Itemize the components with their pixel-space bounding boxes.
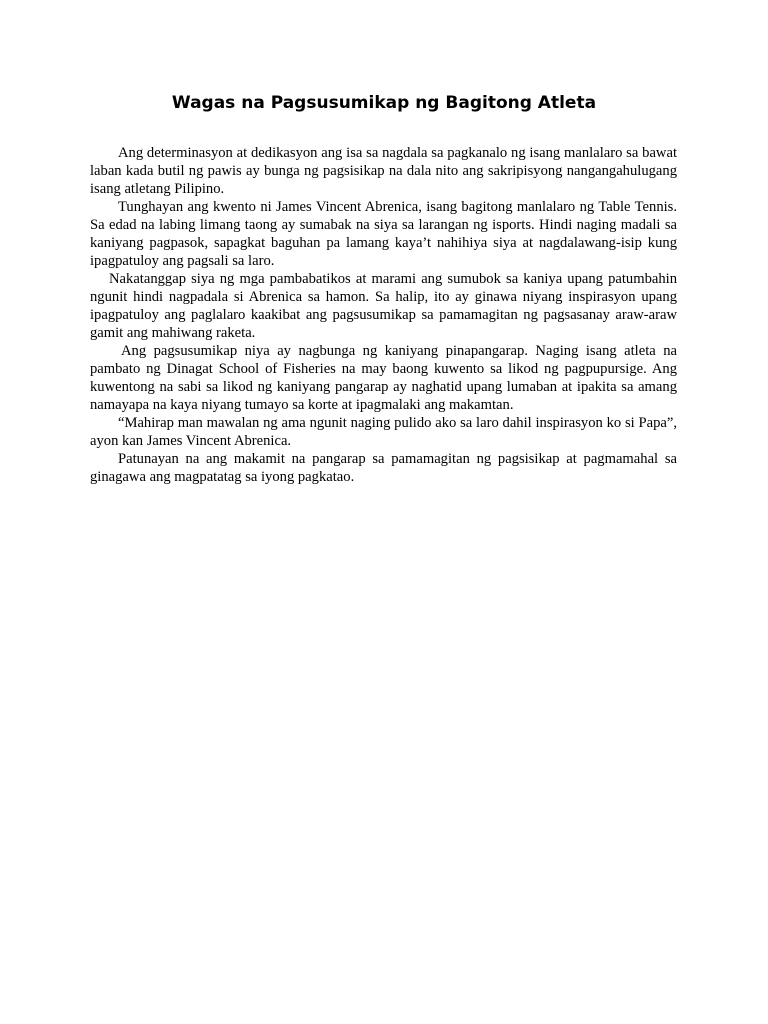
document-title: Wagas na Pagsusumikap ng Bagitong Atleta (171, 93, 597, 113)
paragraph-3: Nakatanggap siya ng mga pambabatikos at marami ang sumubok sa kaniya upang patumbahin ngunit hindi nagpadala si Abrenica sa hamon. Sa halip, ito ay ginawa niyang inspirasyon upang ipagpatuloy ang paglalaro kaakibat ang pagsusumikap sa pamamagitan ng pagsasanay araw-araw gamit ang mahiwang raketa. (90, 271, 677, 341)
paragraph-2: Tunghayan ang kwento ni James Vincent Abrenica, isang bagitong manlalaro ng Table Tennis. Sa edad na labing limang taong ay sumabak na siya sa larangan ng isports. Hindi naging madali sa kaniyang pagpasok, sapagkat baguhan pa lamang kaya’t nahihiya siya at nagdalawang-isip kung ipagpatuloy ang pagsali sa laro. (90, 199, 677, 269)
paragraph-1: Ang determinasyon at dedikasyon ang isa sa nagdala sa pagkanalo ng isang manlalaro sa bawat laban kada butil ng pawis ay bunga ng pagsisikap na dala nito ang sakripisyong nangangahulugang isang atletang Pilipino. (90, 145, 677, 197)
document-body (90, 144, 677, 486)
paragraph-5: “Mahirap man mawalan ng ama ngunit naging pulido ako sa laro dahil inspirasyon ko si Papa”, ayon kan James Vincent Abrenica. (90, 415, 677, 449)
paragraph-6: Patunayan na ang makamit na pangarap sa pamamagitan ng pagsisikap at pagmamahal sa ginagawa ang magpatatag sa iyong pagkatao. (90, 451, 677, 485)
paragraph-4: Ang pagsusumikap niya ay nagbunga ng kaniyang pinapangarap. Naging isang atleta na pambato ng Dinagat School of Fisheries na may baong kuwento sa likod ng pagpupursige. Ang kuwentong na sabi sa likod ng kaniyang pangarap ay naghatid upang lumaban at ipakita sa amang namayapa na kaya niyang tumayo sa korte at ipagmalaki ang makamtan. (90, 343, 677, 413)
